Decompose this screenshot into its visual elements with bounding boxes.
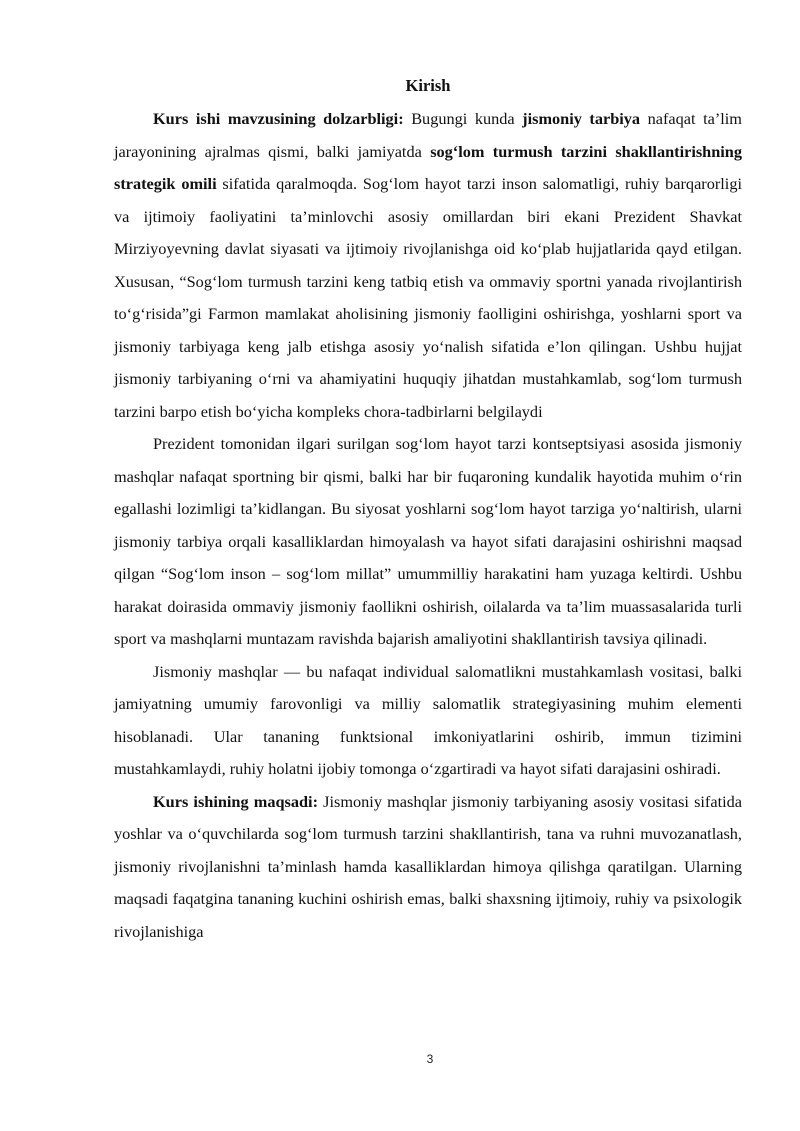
paragraph-text: Prezident tomonidan ilgari surilgan sog‘lom hayot tarzi kontseptsiyasi asosida jismoniy mashqlar nafaqat sportning bir qismi, balki har bir fuqaroning kundalik hayotida muhim o‘rin egallashi lozimligi ta’kidlangan. Bu siyosat yoshlarni sog‘lom hayot tarziga yo‘naltirish, ularni jismoniy tarbiya orqali kasalliklardan himoyalash va hayot sifati darajasini oshirishni maqsad qilgan “Sog‘lom inson – sog‘lom millat” umummilliy harakatini ham yuzaga keltirdi. Ushbu harakat doirasida ommaviy jismoniy faollikni oshirish, oilalarda va ta’lim muassasalarida turli sport va mashqlarni muntazam ravishda bajarish amaliyotini shakllantirish tavsiya qilinadi.	[114, 434, 742, 648]
paragraph-goal	[114, 786, 742, 949]
paragraph-text: Jismoniy mashqlar jismoniy tarbiyaning asosiy vositasi sifatida yoshlar va o‘quvchilarda sog‘lom turmush tarzini shakllantirish, tana va ruhni muvozanatlash, jismoniy rivojlanishni ta’minlash hamda kasalliklardan himoya qilishga qaratilgan. Ularning maqsadi faqatgina tananing kuchini oshirish emas, balki shaxsning ijtimoiy, ruhiy va psixologik rivojlanishiga	[114, 791, 742, 941]
paragraph-exercises	[114, 656, 742, 786]
goal-heading: Kurs ishining maqsadi:	[153, 791, 319, 811]
paragraph-relevance	[114, 103, 742, 428]
paragraph-text: sifatida qaralmoqda. Sog‘lom hayot tarzi inson salomatligi, ruhiy barqarorligi va ijtimoiy faoliyatini ta’minlovchi asosiy omillardan biri ekani Prezident Shavkat Mirziyoyevning davlat siyasati va ijtimoiy rivojlanishga oid ko‘plab hujjatlarida qayd etilgan. Xususan, “Sog‘lom turmush tarzini keng tatbiq etish va ommaviy sportni yanada rivojlantirish to‘g‘risida”gi Farmon mamlakat aholisining jismoniy faolligini oshirishga, yoshlarni sport va jismoniy tarbiyaga keng jalb etishga asosiy yo‘nalish sifatida e’lon qilingan. Ushbu hujjat jismoniy tarbiyaning o‘rni va ahamiyatini huquqiy jihatdan mustahkamlab, sog‘lom turmush tarzini barpo etish bo‘yicha kompleks chora-tadbirlarni belgilaydi	[114, 174, 742, 421]
section-title: Kirish	[405, 76, 451, 95]
paragraph-text: Bugungi kunda	[403, 109, 523, 128]
paragraph-text: Jismoniy mashqlar — bu nafaqat individual salomatlikni mustahkamlash vositasi, balki jamiyatning umumiy farovonligi va milliy salomatlik strategiyasining muhim elementi hisoblanadi. Ular tananing funktsional imkoniyatlarini oshirib, immun tizimini mustahkamlaydi, ruhiy holatni ijobiy tomonga o‘zgartiradi va hayot sifati darajasini oshiradi.	[114, 661, 742, 778]
emphasis-text: sog‘lom turmush tarzini shakllantirishning strategik omili	[114, 141, 743, 193]
document-page	[114, 74, 742, 948]
page-number: 3	[426, 1052, 434, 1066]
paragraph-text: nafaqat ta’lim jarayonining ajralmas qismi, balki jamiyatda	[114, 109, 742, 161]
relevance-heading: Kurs ishi mavzusining dolzarbligi:	[153, 109, 404, 128]
paragraph-concept	[114, 428, 742, 656]
emphasis-text: jismoniy tarbiya	[522, 109, 641, 128]
